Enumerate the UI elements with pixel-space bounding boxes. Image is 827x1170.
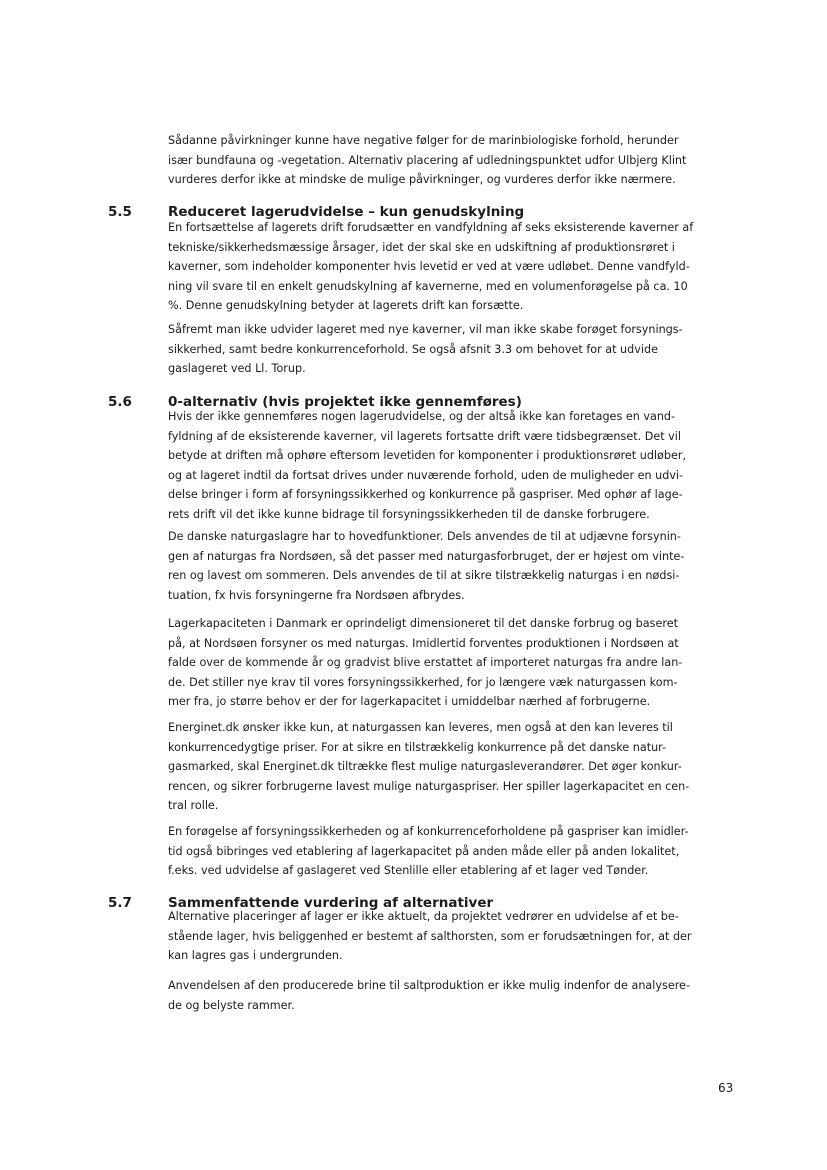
text-line: Alternative placeringer af lager er ikke aktuelt, da projektet vedrører en udvidelse af et be- bbox=[168, 910, 679, 923]
paragraph bbox=[168, 822, 740, 881]
text-line: falde over de kommende år og gradvist blive erstattet af importeret naturgas fra andre lan- bbox=[168, 656, 683, 670]
paragraph bbox=[168, 614, 740, 712]
text-line: stående lager, hvis beliggenhed er bestemt af salthorsten, som er forudsætningen for, at der bbox=[168, 929, 692, 943]
text-line: Anvendelsen af den producerede brine til saltproduktion er ikke mulig indenfor de analysere- bbox=[168, 979, 690, 992]
paragraph bbox=[168, 527, 740, 605]
paragraph bbox=[168, 907, 740, 966]
text-line: ren og lavest om sommeren. Dels anvendes de til at sikre tilstrækkelig naturgas i en nødsi- bbox=[168, 569, 680, 583]
text-line: gasmarked, skal Energinet.dk tiltrække flest mulige naturgasleverandører. Det øger konkur- bbox=[168, 760, 682, 774]
text-line: %. Denne genudskylning betyder at lagerets drift kan forsætte. bbox=[168, 299, 524, 313]
paragraph bbox=[168, 320, 740, 379]
paragraph bbox=[168, 718, 740, 816]
text-line: Lagerkapaciteten i Danmark er oprindeligt dimensioneret til det danske forbrug og baseret bbox=[168, 617, 678, 630]
text-line: konkurrencedygtige priser. For at sikre en tilstrækkelig konkurrence på det danske natur- bbox=[168, 740, 667, 754]
text-line: sikkerhed, samt bedre konkurrenceforhold. Se også afsnit 3.3 om behovet for at udvide bbox=[168, 342, 658, 356]
section-5-7-paragraph-2 bbox=[168, 976, 740, 1015]
text-line: Energinet.dk ønsker ikke kun, at naturgassen kan leveres, men også at den kan leveres til bbox=[168, 721, 673, 734]
text-line: på, at Nordsøen forsyner os med naturgas. Imidlertid forventes produktionen i Nordsøen at bbox=[168, 636, 679, 650]
text-line: f.eks. ved udvidelse af gaslageret ved Stenlille eller etablering af et lager ved Tønder. bbox=[168, 864, 649, 878]
text-line: de. Det stiller nye krav til vores forsyningssikkerhed, for jo længere væk naturgassen kom- bbox=[168, 675, 678, 689]
section-number: 5.5 bbox=[108, 204, 132, 220]
text-line: de og belyste rammer. bbox=[168, 998, 295, 1012]
text-line: vurderes derfor ikke at mindske de mulige påvirkninger, og vurderes derfor ikke nærmere. bbox=[168, 173, 676, 187]
text-line: rencen, og sikrer forbrugerne lavest mulige naturgaspriser. Her spiller lagerkapacitet en cen- bbox=[168, 779, 690, 793]
section-5-6-paragraph-3 bbox=[168, 614, 740, 712]
text-line: fyldning af de eksisterende kaverner, vil lagerets fortsatte drift være tidsbegrænset. Det vil bbox=[168, 429, 681, 443]
section-5-6-paragraph-4 bbox=[168, 718, 740, 816]
section-5-7-paragraph-1 bbox=[168, 907, 740, 966]
text-line: især bundfauna og -vegetation. Alternativ placering af udledningspunktet udfor Ulbjerg Klint bbox=[168, 153, 687, 167]
section-title: 0-alternativ (hvis projektet ikke gennemføres) bbox=[168, 394, 522, 410]
text-line: mer fra, jo større behov er der for lagerkapacitet i umiddelbar nærhed af forbrugerne. bbox=[168, 695, 651, 709]
text-line: betyde at driften må ophøre eftersom levetiden for komponenter i produktionsrøret udløber, bbox=[168, 449, 687, 463]
text-line: kan lagres gas i undergrunden. bbox=[168, 949, 343, 963]
section-5-5-paragraph-2 bbox=[168, 320, 740, 379]
text-line: tuation, fx hvis forsyningerne fra Nordsøen afbrydes. bbox=[168, 588, 465, 602]
text-line: En forøgelse af forsyningssikkerheden og af konkurrenceforholdene på gaspriser kan imidler- bbox=[168, 825, 689, 838]
section-5-6-paragraph-1 bbox=[168, 407, 740, 525]
paragraph bbox=[168, 976, 740, 1015]
text-line: og at lageret indtil da fortsat drives under nuværende forhold, uden de muligheder en udvi- bbox=[168, 468, 684, 482]
text-line: rets drift vil det ikke kunne bidrage til forsyningssikkerheden til de danske forbrugere. bbox=[168, 507, 650, 521]
intro-paragraph bbox=[168, 131, 740, 190]
text-line: ning vil svare til en enkelt genudskylning af kavernerne, med en volumenforøgelse på ca. 10 bbox=[168, 279, 688, 293]
intro-paragraph-block bbox=[168, 131, 740, 190]
section-5-5-paragraph-1 bbox=[168, 218, 740, 316]
text-line: gaslageret ved Ll. Torup. bbox=[168, 362, 306, 376]
text-line: kaverner, som indeholder komponenter hvis levetid er ved at være udløbet. Denne vandfyld- bbox=[168, 260, 690, 274]
text-line: delse bringer i form af forsyningssikkerhed og konkurrence på gaspriser. Med ophør af lage- bbox=[168, 488, 683, 502]
paragraph bbox=[168, 407, 740, 525]
paragraph bbox=[168, 218, 740, 316]
text-line: tid også bibringes ved etablering af lagerkapacitet på anden måde eller på anden lokalitet, bbox=[168, 844, 680, 858]
text-line: Såfremt man ikke udvider lageret med nye kaverner, vil man ikke skabe forøget forsynings- bbox=[168, 323, 683, 336]
page-number: 63 bbox=[718, 1081, 734, 1095]
text-line: Hvis der ikke gennemføres nogen lagerudvidelse, og der altså ikke kan foretages en vand- bbox=[168, 410, 676, 423]
text-line: tral rolle. bbox=[168, 799, 219, 813]
text-line: De danske naturgaslagre har to hovedfunktioner. Dels anvendes de til at udjævne forsynin- bbox=[168, 530, 681, 543]
text-line: tekniske/sikkerhedsmæssige årsager, idet der skal ske en udskiftning af produktionsrøret i bbox=[168, 240, 675, 254]
section-title: Reduceret lagerudvidelse – kun genudskylning bbox=[168, 204, 525, 220]
text-line: gen af naturgas fra Nordsøen, så det passer med naturgasforbruget, der er højest om vinte- bbox=[168, 549, 685, 563]
section-5-6-paragraph-2 bbox=[168, 527, 740, 605]
section-number: 5.6 bbox=[108, 394, 132, 410]
section-5-6-paragraph-5 bbox=[168, 822, 740, 881]
text-line: Sådanne påvirkninger kunne have negative følger for de marinbiologiske forhold, herunder bbox=[168, 134, 679, 147]
section-number: 5.7 bbox=[108, 895, 132, 911]
section-title: Sammenfattende vurdering af alternativer bbox=[168, 895, 494, 911]
text-line: En fortsættelse af lagerets drift forudsætter en vandfyldning af seks eksisterende kaverner af bbox=[168, 221, 694, 234]
